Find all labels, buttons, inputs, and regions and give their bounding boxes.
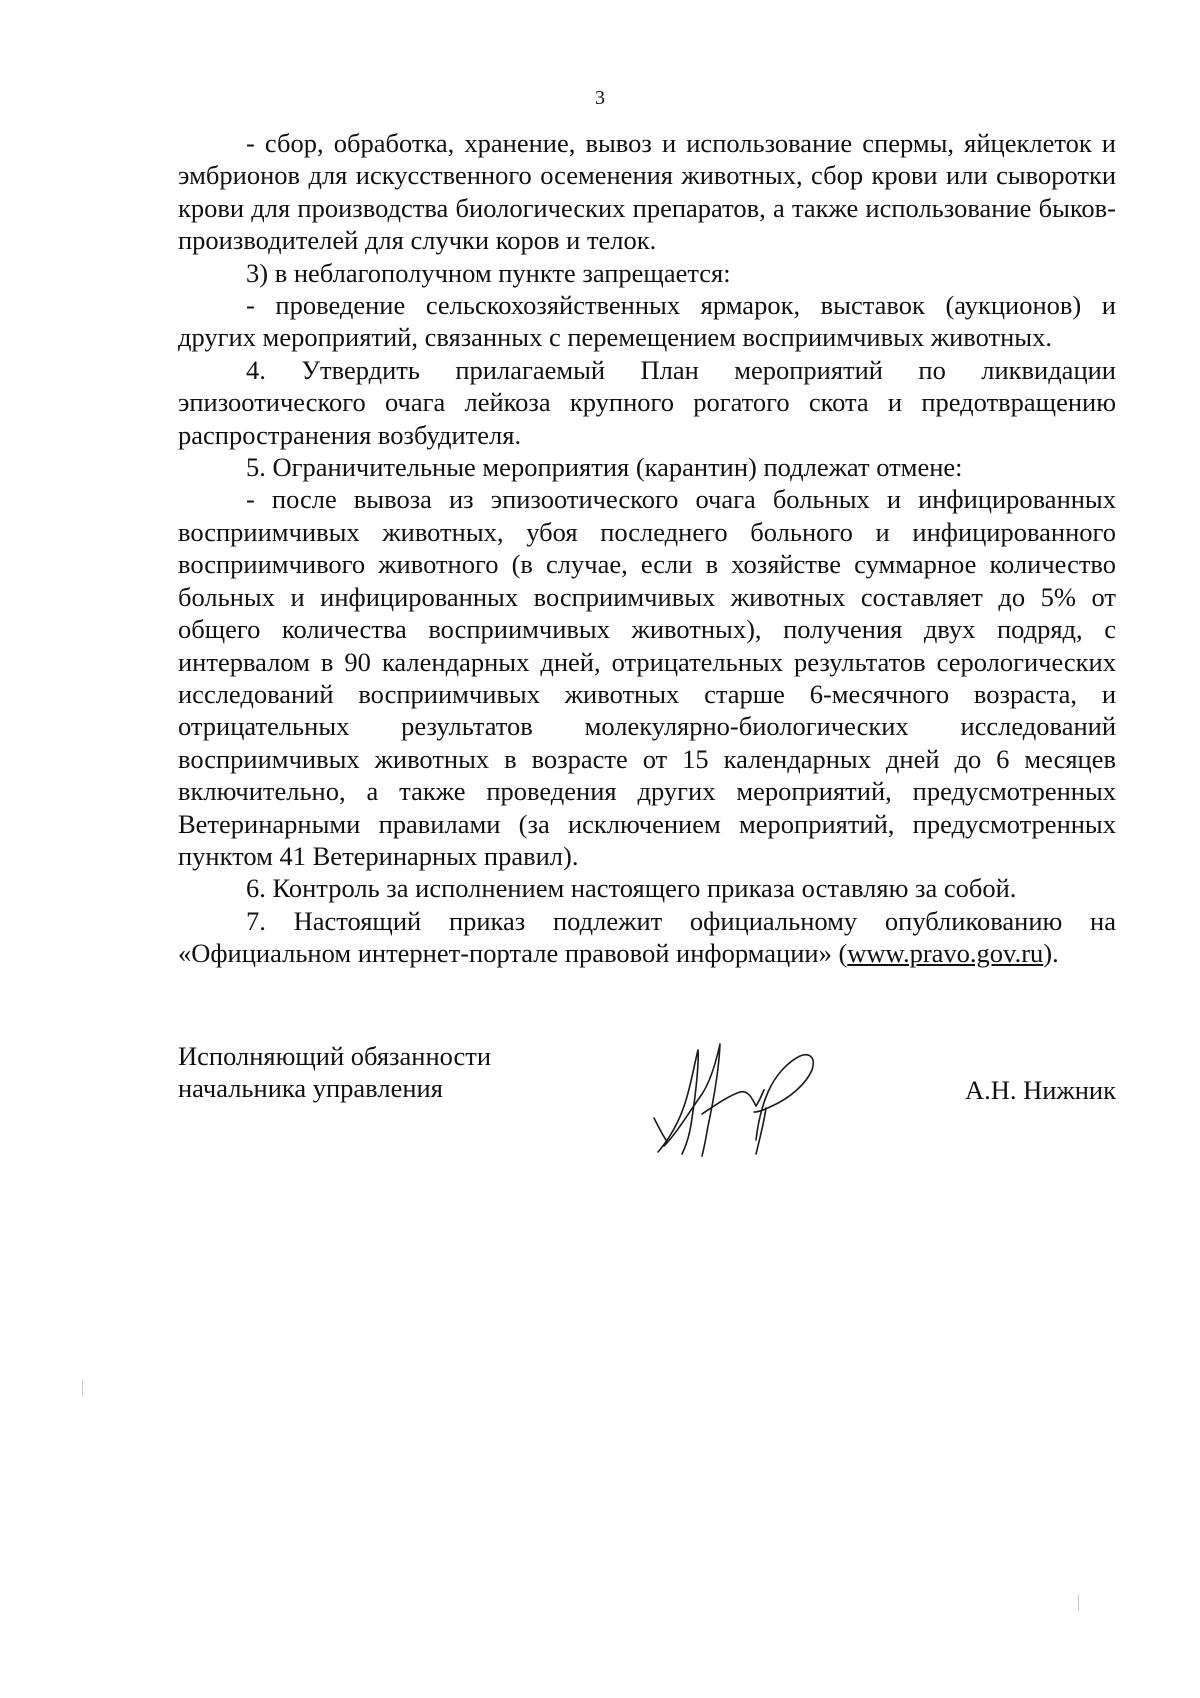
scan-artifact [82,1380,83,1396]
handwritten-signature-icon [636,1022,836,1172]
signer-title: Исполняющий обязанности начальника управления [178,1041,492,1104]
publication-text-before: 7. Настоящий приказ подлежит официальному опубликованию на «Официальном интернет-портале правовой информации» ( [178,905,1116,969]
paragraph-lifting-conditions: - после вывоза из эпизоотического очага больных и инфицированных восприимчивых животных, убоя последнего больного и инфицированного восприимчивого животного (в случае, если в хозяйстве суммарное количество больных и инфицированных восприимчивых животных составляет до 5% от общего количества восприимчивых животных), получения двух подряд, с интервалом в 90 календарных дней, отрицательных результатов серологических исследований восприимчивых животных старше 6-месячного возраста, и отрицательных результатов молекулярно-биологических исследований восприимчивых животных в возрасте от 15 календарных дней до 6 месяцев включительно, а также проведения других мероприятий, предусмотренных Ветеринарными правилами (за исключением мероприятий, предусмотренных пунктом 41 Ветеринарных правил). [178,484,1116,871]
signature-block [178,1040,1116,1190]
paragraph-semen-collection: - сбор, обработка, хранение, вывоз и использование спермы, яйцеклеток и эмбрионов для искусственного осеменения животных, сбор крови или сыворотки крови для производства биологических препаратов, а также использование быков-производителей для случки коров и телок. [178,128,1116,256]
signer-name: А.Н. Нижник [964,1075,1116,1105]
scan-artifact [1078,1595,1079,1611]
paragraph-approve-plan: 4. Утвердить прилагаемый План мероприятий по ликвидации эпизоотического очага лейкоза крупного рогатого скота и предотвращению распространения возбудителя. [178,354,1116,450]
pravo-gov-link[interactable]: www.pravo.gov.ru [847,938,1044,969]
paragraph-publication [178,905,1116,970]
paragraph-prohibited-heading: 3) в неблагополучном пункте запрещается: [246,257,731,288]
page-number: 3 [595,87,605,109]
paragraph-fairs-prohibition: - проведение сельскохозяйственных ярмарок, выставок (аукционов) и других мероприятий, связанных с перемещением восприимчивых животных. [178,290,1116,353]
paragraph-control: 6. Контроль за исполнением настоящего приказа оставляю за собой. [246,873,1017,904]
document-body [178,127,1116,970]
publication-text-after: ). [1043,938,1059,969]
paragraph-quarantine-lifting: 5. Ограничительные мероприятия (карантин) подлежат отмене: [246,452,963,483]
